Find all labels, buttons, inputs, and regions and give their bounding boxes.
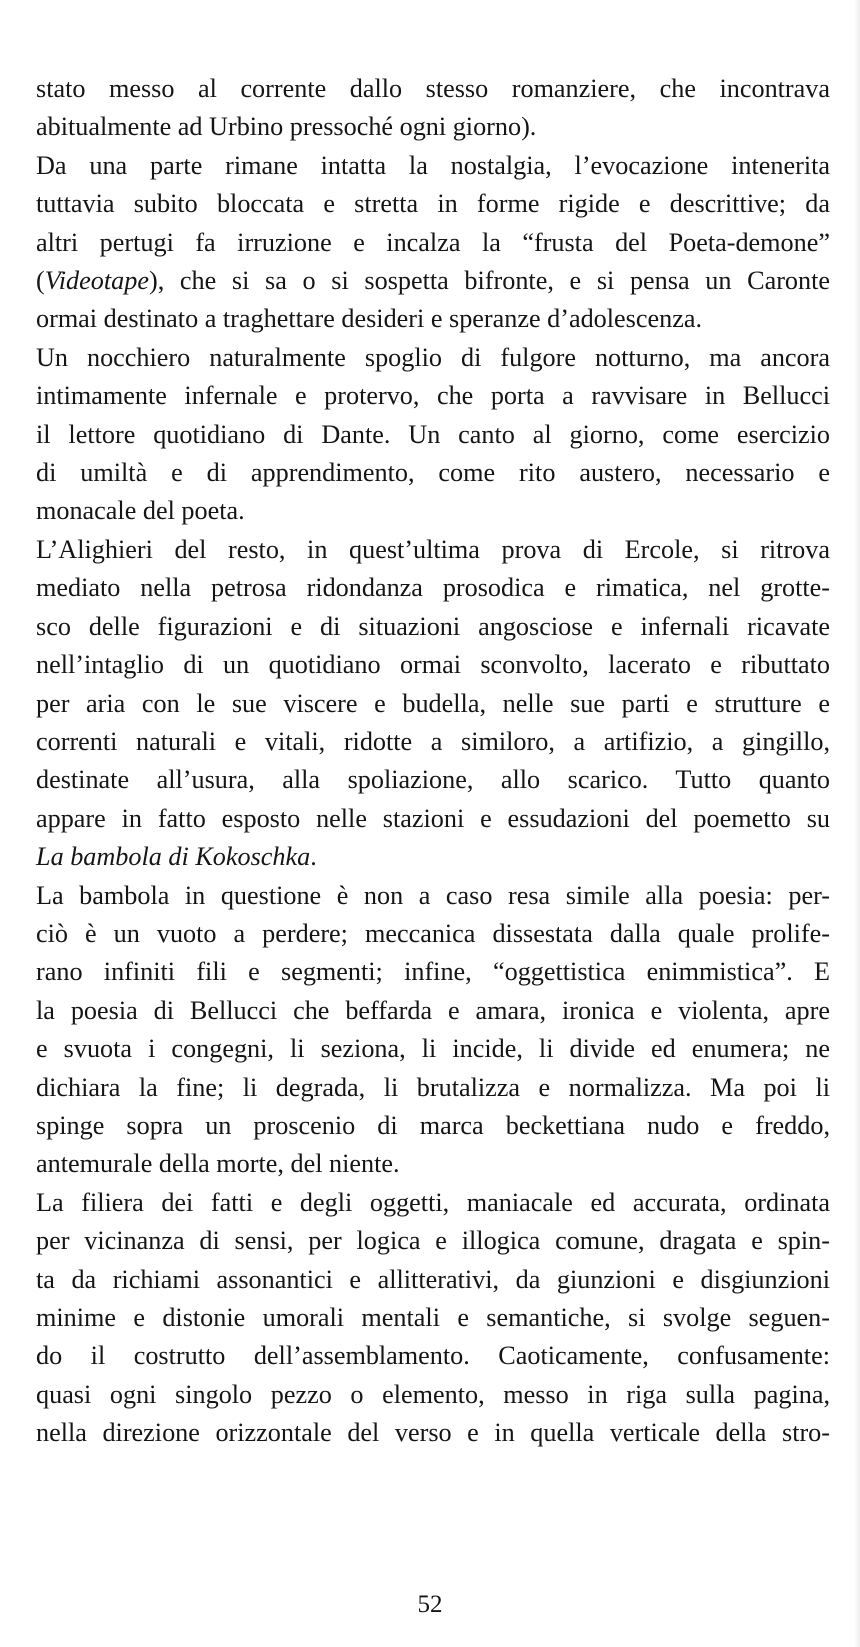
text-run: rano infiniti fili e segmenti; infine, “oggettistica enimmistica”. E (36, 957, 830, 987)
text-line (36, 685, 830, 723)
text-line (36, 300, 830, 338)
text-line (36, 1299, 830, 1337)
text-run: nella direzione orizzontale del verso e in quella verticale della stro- (36, 1418, 830, 1448)
text-line (36, 800, 830, 838)
text-run: ( (36, 266, 45, 296)
text-line (36, 416, 830, 454)
text-line (36, 185, 830, 223)
text-line (36, 915, 830, 953)
text-run: do il costrutto dell’assemblamento. Caoticamente, confusamente: (36, 1341, 830, 1371)
italic-title: Videotape (44, 266, 149, 296)
book-page-body (36, 70, 830, 1453)
text-run: appare in fatto esposto nelle stazioni e essudazioni del poemetto su (36, 803, 830, 833)
text-line (36, 1184, 830, 1222)
text-run: mediato nella petrosa ridondanza prosodica e rimatica, nel grotte- (36, 573, 830, 603)
text-line (36, 646, 830, 684)
text-run: La bambola in questione è non a caso resa simile alla poesia: per- (36, 880, 830, 910)
text-line (36, 1376, 830, 1414)
text-run: ormai destinato a traghettare desideri e speranze d’adolescenza. (36, 304, 702, 334)
text-line (36, 608, 830, 646)
paragraph (36, 531, 830, 877)
text-run: antemurale della morte, del niente. (36, 1149, 400, 1179)
page-edge-shadow (854, 0, 860, 1647)
text-run: spinge sopra un proscenio di marca beckettiana nudo e freddo, (36, 1110, 830, 1140)
text-run: per aria con le sue viscere e budella, nelle sue parti e strutture e (36, 688, 830, 718)
text-line (36, 492, 830, 530)
text-line (36, 262, 830, 300)
text-run: per vicinanza di sensi, per logica e illogica comune, dragata e spin- (36, 1226, 830, 1256)
paragraph (36, 1184, 830, 1453)
text-line (36, 108, 830, 146)
text-line (36, 723, 830, 761)
text-line (36, 454, 830, 492)
paragraph (36, 339, 830, 531)
text-line (36, 531, 830, 569)
text-run: L’Alighieri del resto, in quest’ultima prova di Ercole, si ritrova (36, 534, 830, 564)
text-run: e svuota i congegni, li seziona, li incide, li divide ed enumera; ne (36, 1034, 830, 1064)
text-line (36, 1337, 830, 1375)
text-line (36, 1414, 830, 1452)
text-line (36, 877, 830, 915)
text-run: altri pertugi fa irruzione e incalza la “frusta del Poeta-demone” (36, 227, 830, 257)
text-line (36, 70, 830, 108)
text-run: monacale del poeta. (36, 496, 245, 526)
text-run: abitualmente ad Urbino pressoché ogni giorno). (36, 112, 537, 142)
text-line (36, 569, 830, 607)
text-run: destinate all’usura, alla spoliazione, allo scarico. Tutto quanto (36, 765, 830, 795)
page-number: 52 (417, 1591, 443, 1618)
text-run: sco delle figurazioni e di situazioni angosciose e infernali ricavate (36, 611, 830, 641)
text-run: . (310, 842, 317, 872)
text-run: La filiera dei fatti e degli oggetti, maniacale ed accurata, ordinata (36, 1187, 830, 1217)
text-run: quasi ogni singolo pezzo o elemento, messo in riga sulla pagina, (36, 1379, 830, 1409)
paragraph (36, 70, 830, 147)
paragraph (36, 877, 830, 1184)
text-line (36, 147, 830, 185)
text-run: dichiara la fine; li degrada, li brutalizza e normalizza. Ma poi li (36, 1072, 830, 1102)
text-line (36, 953, 830, 991)
text-line (36, 1107, 830, 1145)
text-run: Un nocchiero naturalmente spoglio di fulgore notturno, ma ancora (36, 342, 830, 372)
text-run: di umiltà e di apprendimento, come rito austero, necessario e (36, 458, 830, 488)
text-line (36, 1261, 830, 1299)
text-run: la poesia di Bellucci che beffarda e amara, ironica e violenta, apre (36, 995, 830, 1025)
text-run: tuttavia subito bloccata e stretta in forme rigide e descrittive; da (36, 189, 830, 219)
text-run: correnti naturali e vitali, ridotte a similoro, a artifizio, a gingillo, (36, 726, 830, 756)
text-run: intimamente infernale e protervo, che porta a ravvisare in Bellucci (36, 381, 830, 411)
text-line (36, 1222, 830, 1260)
text-run: minime e distonie umorali mentali e semantiche, si svolge seguen- (36, 1303, 830, 1332)
text-line (36, 1030, 830, 1068)
text-run: il lettore quotidiano di Dante. Un canto al giorno, come esercizio (36, 419, 830, 449)
text-line (36, 1069, 830, 1107)
text-line (36, 761, 830, 799)
text-line (36, 339, 830, 377)
paragraph (36, 147, 830, 339)
italic-title: La bambola di Kokoschka (36, 842, 311, 872)
text-run: nell’intaglio di un quotidiano ormai sconvolto, lacerato e ributtato (36, 650, 830, 680)
text-run: ), che si sa o si sospetta bifronte, e si pensa un Caronte (148, 266, 830, 296)
text-run: stato messo al corrente dallo stesso romanziere, che incontrava (36, 74, 830, 103)
text-line (36, 838, 830, 876)
text-line (36, 1145, 830, 1183)
text-line (36, 377, 830, 415)
text-run: Da una parte rimane intatta la nostalgia, l’evocazione intenerita (36, 150, 830, 180)
text-line (36, 224, 830, 262)
text-run: ciò è un vuoto a perdere; meccanica dissestata dalla quale prolife- (36, 918, 830, 948)
text-run: ta da richiami assonantici e allitterativi, da giunzioni e disgiunzioni (36, 1264, 830, 1294)
text-line (36, 992, 830, 1030)
